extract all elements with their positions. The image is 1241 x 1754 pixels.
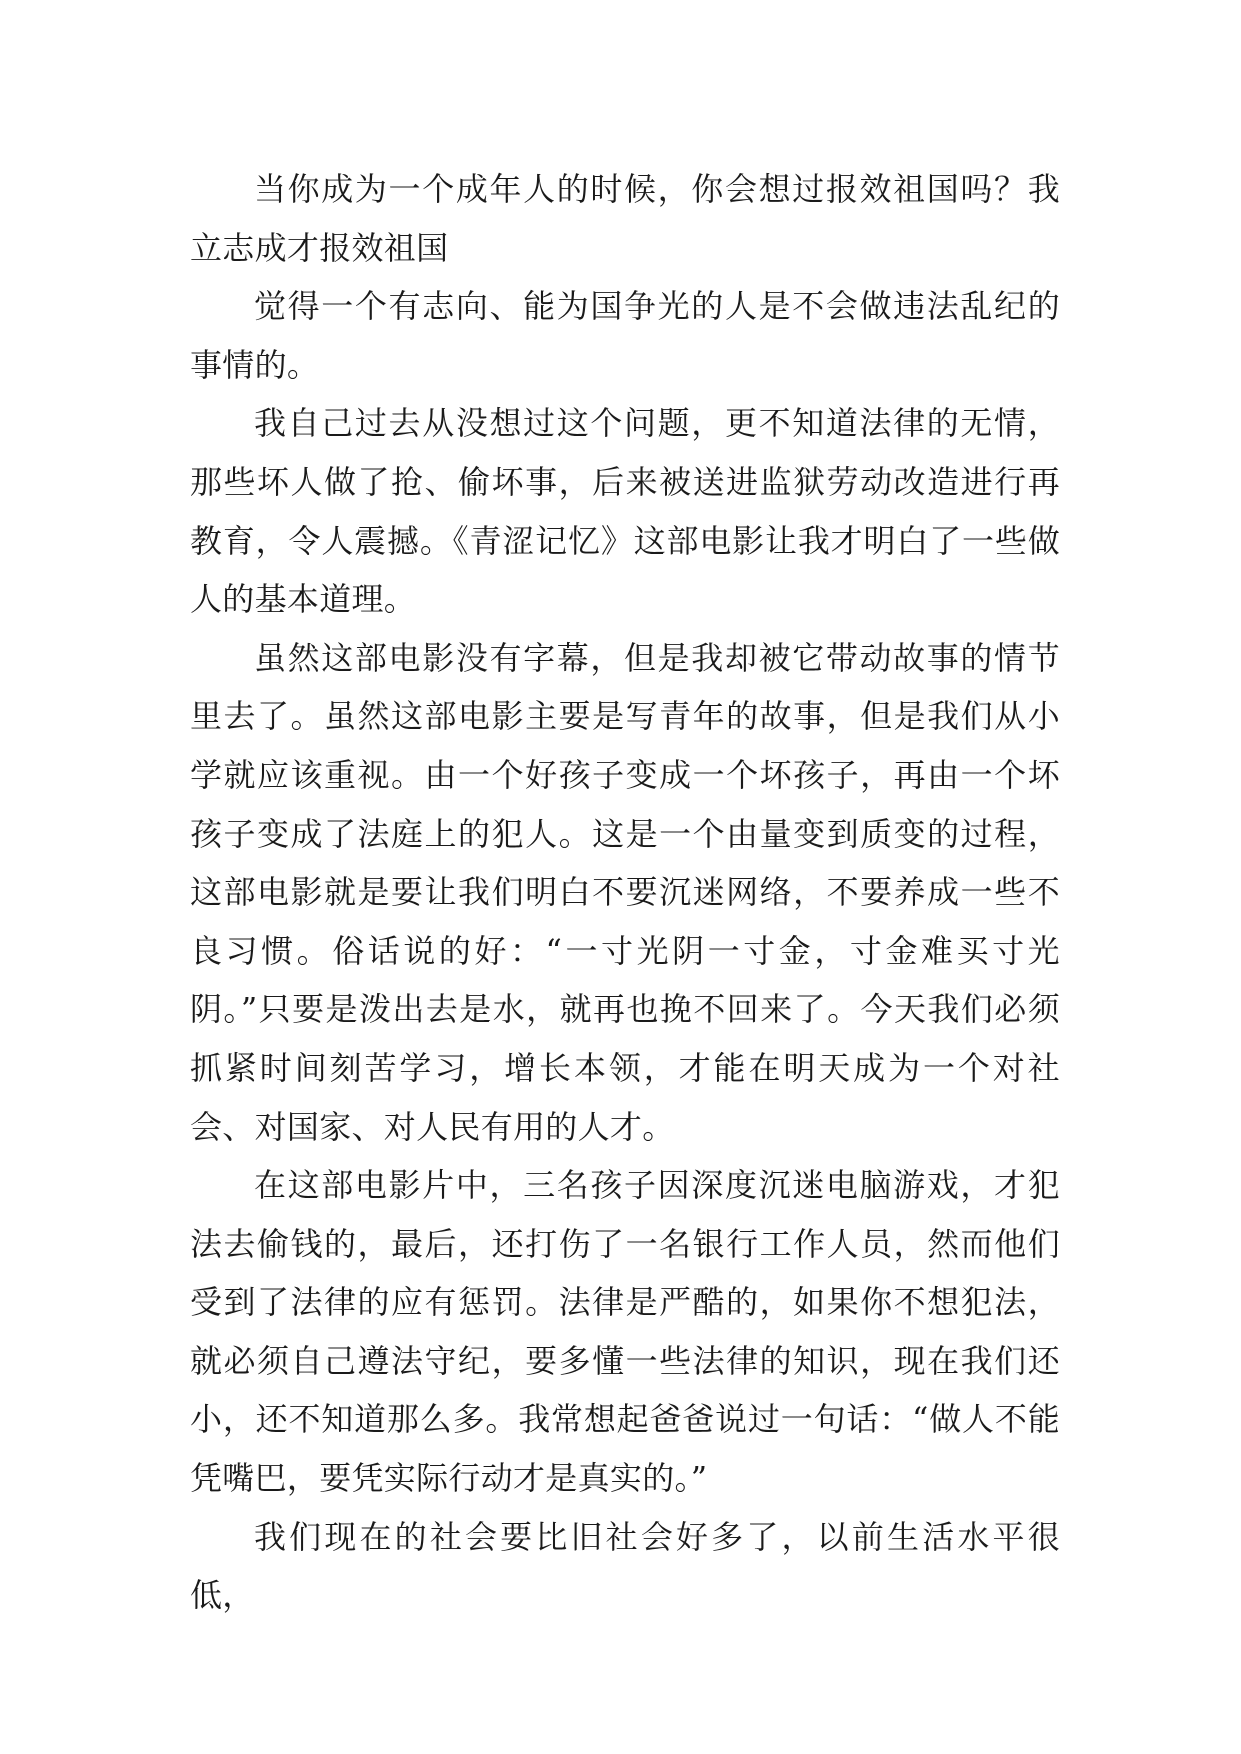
paragraph-4: 虽然这部电影没有字幕，但是我却被它带动故事的情节里去了。虽然这部电影主要是写青年的故事，但是我们从小学就应该重视。由一个好孩子变成一个坏孩子，再由一个坏孩子变成了法庭上的犯人。这是一个由量变到质变的过程，这部电影就是要让我们明白不要沉迷网络，不要养成一些不良习惯。俗话说的好：“一寸光阴一寸金，寸金难买寸光阴。”只要是泼出去是水，就再也挽不回来了。今天我们必须抓紧时间刻苦学习，增长本领，才能在明天成为一个对社会、对国家、对人民有用的人才。 — [190, 638, 1060, 1146]
paragraph-1: 当你成为一个成年人的时候，你会想过报效祖国吗？我立志成才报效祖国 — [190, 170, 1060, 267]
paragraph-2: 觉得一个有志向、能为国争光的人是不会做违法乱纪的事情的。 — [190, 287, 1060, 384]
document-body — [190, 160, 1060, 1625]
paragraph-6: 我们现在的社会要比旧社会好多了，以前生活水平很低， — [190, 1517, 1060, 1615]
paragraph-3: 我自己过去从没想过这个问题，更不知道法律的无情，那些坏人做了抢、偷坏事，后来被送进监狱劳动改造进行再教育，令人震撼。《青涩记忆》这部电影让我才明白了一些做人的基本道理。 — [190, 404, 1060, 619]
paragraph-5: 在这部电影片中，三名孩子因深度沉迷电脑游戏，才犯法去偷钱的，最后，还打伤了一名银行工作人员，然而他们受到了法律的应有惩罚。法律是严酷的，如果你不想犯法，就必须自己遵法守纪，要多懂一些法律的知识，现在我们还小，还不知道那么多。我常想起爸爸说过一句话：“做人不能凭嘴巴，要凭实际行动才是真实的。” — [190, 1166, 1060, 1498]
